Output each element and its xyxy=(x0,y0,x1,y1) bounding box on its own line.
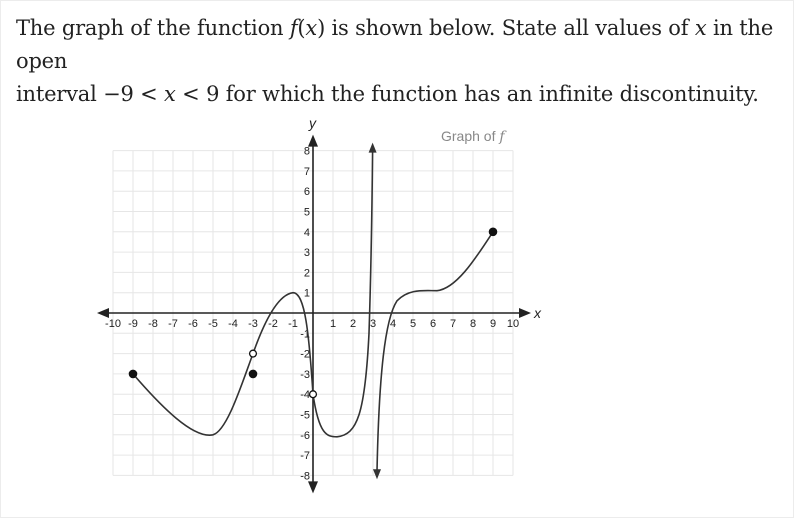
x-tick-label: -1 xyxy=(288,318,298,330)
y-tick-label: -7 xyxy=(300,450,310,463)
question-text-5: for which the function has an infinite discontinuity. xyxy=(219,82,759,106)
y-tick-label: -2 xyxy=(300,348,310,361)
open-point xyxy=(250,350,257,357)
graph-caption-func: f xyxy=(499,129,505,145)
y-tick-label: 7 xyxy=(303,165,310,178)
x-tick-label: 1 xyxy=(329,318,337,330)
x-tick-label: -3 xyxy=(248,318,258,330)
closed-point xyxy=(129,370,137,378)
graph-caption xyxy=(441,128,507,145)
x-tick-label: 9 xyxy=(489,318,497,330)
y-tick-label: 4 xyxy=(303,226,310,239)
y-tick-label: -6 xyxy=(300,429,310,442)
y-tick-label: 1 xyxy=(303,287,310,300)
y-tick-label: -1 xyxy=(300,328,310,341)
y-axis-arrow-down xyxy=(308,481,318,493)
question-text-3: in the open xyxy=(16,16,774,73)
x-tick-label: -4 xyxy=(228,318,238,330)
math-x: x xyxy=(305,16,318,40)
y-tick-label: 8 xyxy=(303,145,310,158)
asymptote-arrow-down xyxy=(373,469,381,479)
y-tick-label: -5 xyxy=(300,409,310,422)
y-tick-label: 6 xyxy=(303,186,310,199)
math-paren-close: ) xyxy=(317,16,326,40)
interval-high: 9 xyxy=(206,82,220,106)
x-tick-label: 7 xyxy=(449,318,457,330)
x-axis-arrow-left xyxy=(97,308,109,318)
open-point xyxy=(310,391,317,398)
math-paren-open: ( xyxy=(297,16,306,40)
question-text-2: is shown below. State all values of xyxy=(325,16,695,40)
x-tick-label: 2 xyxy=(349,318,357,330)
less-than-1: < xyxy=(133,82,165,106)
math-f: f xyxy=(289,16,298,40)
x-tick-label: 6 xyxy=(429,318,437,330)
x-tick-label: 4 xyxy=(389,318,397,330)
x-tick-label: -9 xyxy=(128,318,138,330)
asymptote-arrow-up xyxy=(369,143,377,153)
closed-point xyxy=(489,228,497,236)
x-tick-label: 10 xyxy=(506,318,520,330)
x-tick-label: 5 xyxy=(409,318,417,330)
axes xyxy=(97,135,531,494)
x-tick-label: 3 xyxy=(369,318,377,330)
curve-right-segment xyxy=(377,232,493,471)
x-tick-label: -2 xyxy=(268,318,278,330)
interval-x: x xyxy=(164,82,176,106)
y-tick-label: -4 xyxy=(300,389,310,402)
x-tick-label: -6 xyxy=(188,318,198,330)
y-tick-label: 3 xyxy=(303,247,310,260)
x-tick-label: -10 xyxy=(105,318,121,330)
question-text-4: interval xyxy=(16,82,104,106)
tick-labels xyxy=(105,146,519,483)
x-tick-label: -5 xyxy=(208,318,218,330)
y-tick-label: 5 xyxy=(303,206,310,219)
y-tick-label: -8 xyxy=(300,470,310,483)
x-tick-label: -8 xyxy=(148,318,158,330)
less-than-2: < xyxy=(175,82,207,106)
x-tick-label: -7 xyxy=(168,318,178,330)
closed-point xyxy=(249,370,257,378)
math-var-x: x xyxy=(694,16,707,40)
x-axis-label: x xyxy=(534,305,541,321)
question-text-1: The graph of the function xyxy=(16,16,290,40)
interval-low: −9 xyxy=(103,82,134,106)
y-tick-label: 2 xyxy=(303,267,310,280)
graph-caption-text: Graph of xyxy=(441,128,500,144)
x-tick-label: 8 xyxy=(469,318,477,330)
y-axis-label: y xyxy=(309,115,316,131)
x-axis-arrow-right xyxy=(519,308,531,318)
y-tick-label: -3 xyxy=(300,368,310,381)
